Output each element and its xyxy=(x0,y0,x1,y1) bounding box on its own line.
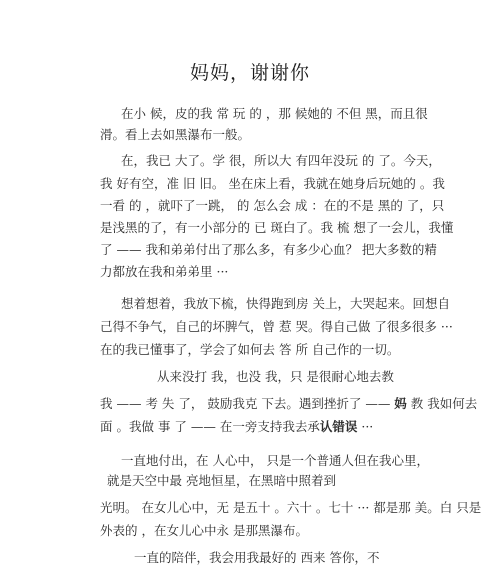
paragraph-line: 力都放在我和弟弟里 ··· xyxy=(100,264,229,279)
paragraph-line: 光明。 在女儿心中，无 是五十 。六十 。七十 ··· 都是那 美。白 只是 xyxy=(100,500,482,515)
paragraph-line: 己得不争气，自己的坏脾气，曾 惹 哭。得自己做 了很多很多 ··· xyxy=(100,319,453,334)
text-run: ··· xyxy=(357,419,374,434)
paragraph-line: 一直的陪伴，我会用我最好的 西来 答你，不 xyxy=(134,550,380,565)
paragraph-line xyxy=(100,417,373,435)
paragraph-line: 滑。看上去如黑瀑布一般。 xyxy=(100,127,251,142)
paragraph-line: 从来没打 我，也没 我，只 是很耐心地去教 xyxy=(157,369,394,384)
article-title: 妈妈，谢谢你 xyxy=(189,62,310,84)
paragraph-line: 一看 的 ，就吓了一跳， 的 怎么会 成 ：在的不是 黑的 了，只 xyxy=(100,198,445,213)
paragraph-line: 一直地付出，在 人心中， 只是一个普通人但在我心里， xyxy=(121,453,429,468)
paragraph-line: 是浅黑的了，有一小部分的 已 斑白了。我 梳 想了一会儿，我懂 xyxy=(100,220,454,235)
paragraph-line: 外表的 ，在女儿心中永 是那黑瀑布。 xyxy=(100,523,308,538)
text-run: 教 我如何去 xyxy=(406,396,478,411)
bold-text-run: 妈 xyxy=(394,396,407,411)
paragraph-line: 在的我已懂事了，学会了如何去 答 所 自己作的一切。 xyxy=(100,342,400,357)
bold-text-run: 认错误 xyxy=(319,419,358,434)
paragraph-line: 在，我已 大了。学 很，所以大 有四年没玩 的 了。今天， xyxy=(121,153,441,168)
paragraph-line: 想着想着，我放下梳，快得跑到房 关上，大哭起来。回想自 xyxy=(121,296,450,311)
paragraph-line xyxy=(100,394,477,412)
text-run: 我 —— 考 失 了， 鼓励我克 下去。遇到挫折了 —— xyxy=(100,396,395,411)
paragraph-line: 在小 候，皮的我 常 玩 的 ，那 候她的 不但 黑，而且很 xyxy=(121,106,428,121)
paragraph-line: 就是天空中最 亮地恒星，在黑暗中照着到 xyxy=(107,473,336,488)
text-run: 面 。我做 事 了 —— 在一旁支持我去承 xyxy=(100,419,320,434)
paragraph-line: 了 —— 我和弟弟付出了那么多，有多少心血？ 把大多数的精 xyxy=(100,242,437,257)
paragraph-line: 我 好有空，准 旧 旧。 坐在床上看，我就在她身后玩她的 。我 xyxy=(100,176,445,191)
